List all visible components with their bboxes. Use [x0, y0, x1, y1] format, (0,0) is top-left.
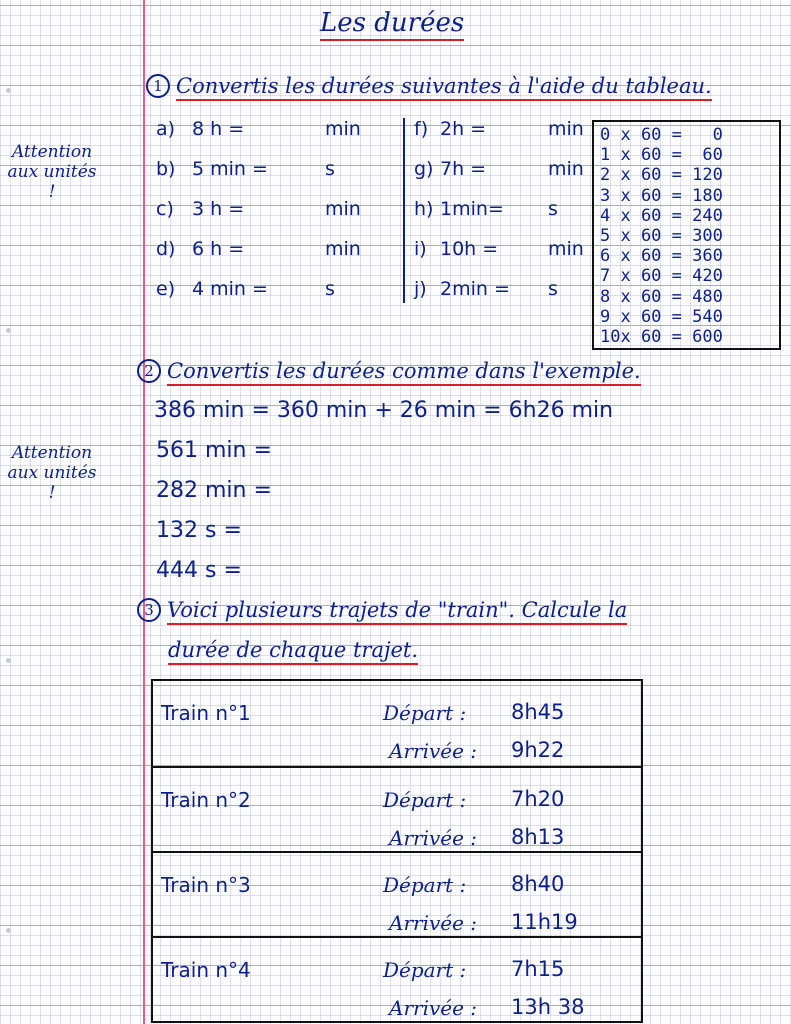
exercise-value: 7h =	[440, 158, 487, 180]
exercise-unit: min	[548, 238, 584, 260]
section3-heading	[137, 598, 627, 622]
table-row: 6 x 60 = 360	[600, 246, 723, 267]
exercise-label: e)	[156, 278, 176, 300]
conversion-item: 282 min =	[156, 478, 272, 503]
binder-hole	[6, 328, 11, 333]
train-name: Train n°2	[161, 788, 251, 812]
table-row: 10x 60 = 600	[600, 327, 723, 348]
exercise-label: i)	[414, 238, 427, 260]
column-divider	[403, 118, 405, 303]
conversion-item: 561 min =	[156, 438, 272, 463]
exercise-unit: min	[325, 198, 361, 220]
arrivee-time: 9h22	[511, 738, 565, 762]
exercise-label: d)	[156, 238, 176, 260]
train-row	[153, 766, 641, 848]
exercise-label: h)	[414, 198, 434, 220]
exercise-label: f)	[414, 118, 429, 140]
exercise-label: a)	[156, 118, 176, 140]
exercise-label: c)	[156, 198, 174, 220]
exercise-unit: min	[548, 118, 584, 140]
section-heading-text: Convertis les durées comme dans l'exemple.	[167, 359, 641, 386]
exercise-unit: s	[325, 158, 335, 180]
table-row: 8 x 60 = 480	[600, 286, 723, 307]
section-number: 2	[137, 359, 161, 383]
arrivee-label: Arrivée :	[389, 911, 478, 935]
binder-hole	[6, 658, 11, 663]
depart-label: Départ :	[383, 873, 467, 897]
exercise-value: 3 h =	[192, 198, 245, 220]
table-row: 4 x 60 = 240	[600, 205, 723, 226]
exercise-value: 5 min =	[192, 158, 268, 180]
arrivee-label: Arrivée :	[389, 826, 478, 850]
section-heading-text: Convertis les durées suivantes à l'aide du tableau.	[176, 74, 712, 101]
table-row: 2 x 60 = 120	[600, 165, 723, 186]
exercise-label: g)	[414, 158, 434, 180]
example-conversion: 386 min = 360 min + 26 min = 6h26 min	[154, 398, 614, 423]
arrivee-time: 11h19	[511, 910, 578, 934]
table-row: 5 x 60 = 300	[600, 226, 723, 247]
exercise-value: 6 h =	[192, 238, 245, 260]
train-row	[153, 851, 641, 933]
exercise-value: 10h =	[440, 238, 499, 260]
section-number: 1	[146, 74, 170, 98]
exercise-unit: s	[548, 278, 558, 300]
exercise-value: 4 min =	[192, 278, 268, 300]
depart-label: Départ :	[383, 958, 467, 982]
table-row: 0 x 60 = 0	[600, 125, 723, 145]
section2-heading	[137, 359, 641, 383]
exercise-unit: s	[548, 198, 558, 220]
exercise-label: b)	[156, 158, 176, 180]
margin-line	[143, 0, 145, 1024]
section3-heading-line2	[168, 638, 418, 662]
conversion-item: 444 s =	[156, 558, 242, 583]
depart-time: 7h20	[511, 787, 565, 811]
exercise-value: 2h =	[440, 118, 487, 140]
exercise-value: 8 h =	[192, 118, 245, 140]
exercise-value: 2min =	[440, 278, 510, 300]
arrivee-label: Arrivée :	[389, 739, 478, 763]
arrivee-time: 8h13	[511, 825, 565, 849]
train-row	[153, 936, 641, 1018]
exercise-unit: min	[325, 238, 361, 260]
table-row: 7 x 60 = 420	[600, 266, 723, 287]
train-name: Train n°1	[161, 701, 251, 725]
conversion-item: 132 s =	[156, 518, 242, 543]
trains-table	[151, 679, 643, 1023]
train-name: Train n°3	[161, 873, 251, 897]
exercise-unit: min	[325, 118, 361, 140]
side-note: Attention aux unités !	[7, 142, 97, 202]
exercise-unit: s	[325, 278, 335, 300]
table-rows	[600, 125, 773, 347]
binder-hole	[6, 928, 11, 933]
section1-heading	[146, 74, 712, 98]
page-title: Les durées	[320, 8, 464, 41]
depart-time: 8h45	[511, 700, 565, 724]
table-row: 3 x 60 = 180	[600, 185, 723, 206]
arrivee-label: Arrivée :	[389, 996, 478, 1020]
exercise-unit: min	[548, 158, 584, 180]
depart-time: 7h15	[511, 957, 565, 981]
depart-time: 8h40	[511, 872, 565, 896]
multiplication-table	[592, 120, 781, 350]
exercise-label: j)	[414, 278, 427, 300]
arrivee-time: 13h 38	[511, 995, 585, 1019]
section-heading-text: durée de chaque trajet.	[168, 638, 418, 665]
train-name: Train n°4	[161, 958, 251, 982]
binder-hole	[6, 88, 11, 93]
train-row	[153, 681, 641, 763]
depart-label: Départ :	[383, 701, 467, 725]
exercise-value: 1min=	[440, 198, 504, 220]
table-row: 9 x 60 = 540	[600, 306, 723, 327]
side-note: Attention aux unités !	[7, 443, 97, 503]
section-heading-text: Voici plusieurs trajets de "train". Calcule la	[167, 598, 627, 625]
section-number: 3	[137, 598, 161, 622]
table-row: 1 x 60 = 60	[600, 145, 723, 166]
depart-label: Départ :	[383, 788, 467, 812]
